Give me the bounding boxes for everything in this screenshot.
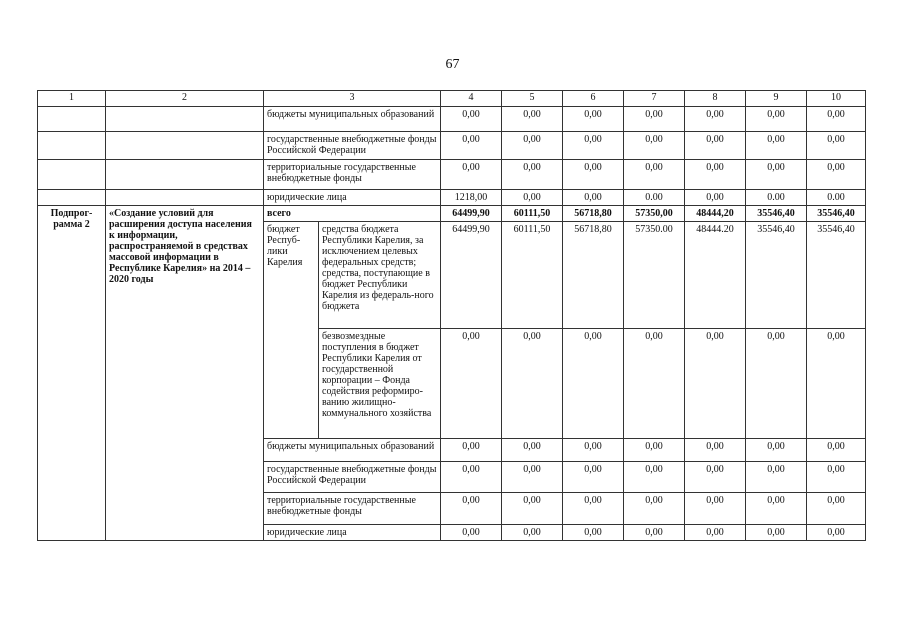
value-cell: 0,00 [807,329,866,439]
value-cell: 0,00 [563,132,624,160]
value-cell: 0,00 [502,439,563,462]
empty-cell [38,190,106,206]
empty-cell [106,190,264,206]
header-cell: 7 [624,91,685,107]
value-cell: 0,00 [441,329,502,439]
table-row [38,132,866,160]
table-row [38,107,866,132]
empty-cell [106,107,264,132]
header-row [38,91,866,107]
value-cell: 0,00 [563,493,624,525]
row-label: юридические лица [264,525,441,541]
value-cell: 57350.00 [624,222,685,329]
row-label: государственные внебюджетные фонды Российской Федерации [264,462,441,493]
value-cell: 0,00 [746,462,807,493]
value-cell: 0,00 [624,329,685,439]
empty-cell [106,160,264,190]
value-cell: 0,00 [563,525,624,541]
value-cell: 0,00 [746,132,807,160]
value-cell: 0,00 [624,160,685,190]
value-cell: 64499,90 [441,206,502,222]
value-cell: 0.00 [807,190,866,206]
value-cell: 0,00 [441,107,502,132]
value-cell: 35546,40 [746,206,807,222]
value-cell: 0,00 [685,160,746,190]
row-label: средства бюджета Республики Карелия, за исключением целевых федеральных средств; средства, поступающие в бюджет Республики Карелия из федераль-ного бюджета [319,222,441,329]
header-cell: 2 [106,91,264,107]
value-cell: 0.00 [624,190,685,206]
value-cell: 0,00 [685,329,746,439]
value-cell: 0,00 [441,439,502,462]
value-cell: 0,00 [807,160,866,190]
value-cell: 0,00 [563,107,624,132]
value-cell: 0,00 [624,107,685,132]
value-cell: 1218,00 [441,190,502,206]
value-cell: 0,00 [807,462,866,493]
budget-table [37,90,866,541]
header-cell: 9 [746,91,807,107]
value-cell: 0,00 [502,190,563,206]
value-cell: 0,00 [807,525,866,541]
value-cell: 0,00 [441,525,502,541]
value-cell: 0,00 [746,329,807,439]
value-cell: 0,00 [502,132,563,160]
value-cell: 0,00 [746,525,807,541]
empty-cell [106,132,264,160]
row-label: бюджеты муниципальных образований [264,107,441,132]
value-cell: 0,00 [502,329,563,439]
table-row [38,190,866,206]
value-cell: 56718,80 [563,222,624,329]
value-cell: 0,00 [746,107,807,132]
value-cell: 60111,50 [502,222,563,329]
row-label: безвозмездные поступления в бюджет Республики Карелия от государственной корпорации – Фонда содействия реформиро-ванию жилищно-коммунального хозяйства [319,329,441,439]
value-cell: 35546,40 [807,206,866,222]
value-cell: 0,00 [624,525,685,541]
value-cell: 0,00 [624,132,685,160]
header-cell: 3 [264,91,441,107]
value-cell: 0,00 [807,107,866,132]
row-label: государственные внебюджетные фонды Российской Федерации [264,132,441,160]
value-cell: 0,00 [563,329,624,439]
value-cell: 48444.20 [685,222,746,329]
value-cell: 0.00 [746,190,807,206]
value-cell: 0,00 [685,462,746,493]
value-cell: 0,00 [502,525,563,541]
value-cell: 0,00 [685,107,746,132]
value-cell: 56718,80 [563,206,624,222]
value-cell: 0,00 [685,525,746,541]
value-cell: 0,00 [807,132,866,160]
value-cell: 0,00 [685,439,746,462]
value-cell: 57350,00 [624,206,685,222]
value-cell: 0,00 [624,439,685,462]
empty-cell [38,107,106,132]
value-cell: 0,00 [441,160,502,190]
header-cell: 4 [441,91,502,107]
value-cell: 0,00 [746,160,807,190]
value-cell: 64499,90 [441,222,502,329]
value-cell: 0,00 [563,160,624,190]
value-cell: 0,00 [746,493,807,525]
row-label: бюджеты муниципальных образований [264,439,441,462]
subprogram-title: «Создание условий для расширения доступа населения к информации, распространяемой в средствах массовой информации в Республике Карелия» на 2014 – 2020 годы [106,206,264,541]
row-label: территориальные государственные внебюджетные фонды [264,493,441,525]
header-cell: 10 [807,91,866,107]
value-cell: 0,00 [441,132,502,160]
table-row [38,160,866,190]
header-cell: 6 [563,91,624,107]
value-cell: 0,00 [685,132,746,160]
value-cell: 0,00 [807,493,866,525]
value-cell: 0,00 [502,160,563,190]
subprogram-code: Подпрог-рамма 2 [38,206,106,541]
value-cell: 60111,50 [502,206,563,222]
value-cell: 0,00 [746,439,807,462]
budget-label: бюджет Респуб-лики Карелия [264,222,319,439]
page-number: 67 [445,57,460,72]
value-cell: 0,00 [624,493,685,525]
empty-cell [38,160,106,190]
empty-cell [38,132,106,160]
value-cell: 0,00 [502,107,563,132]
value-cell: 0,00 [502,462,563,493]
row-label: всего [264,206,441,222]
header-cell: 5 [502,91,563,107]
header-cell: 8 [685,91,746,107]
value-cell: 0,00 [502,493,563,525]
value-cell: 0,00 [807,439,866,462]
header-cell: 1 [38,91,106,107]
table-body [38,91,866,541]
value-cell: 35546,40 [746,222,807,329]
value-cell: 0,00 [563,190,624,206]
value-cell: 0,00 [563,462,624,493]
value-cell: 0,00 [685,493,746,525]
value-cell: 48444,20 [685,206,746,222]
subprogram-total-row [38,206,866,222]
value-cell: 0,00 [441,493,502,525]
value-cell: 35546,40 [807,222,866,329]
value-cell: 0,00 [563,439,624,462]
value-cell: 0,00 [441,462,502,493]
value-cell: 0,00 [624,462,685,493]
row-label: территориальные государственные внебюджетные фонды [264,160,441,190]
value-cell: 0,00 [685,190,746,206]
row-label: юридические лица [264,190,441,206]
